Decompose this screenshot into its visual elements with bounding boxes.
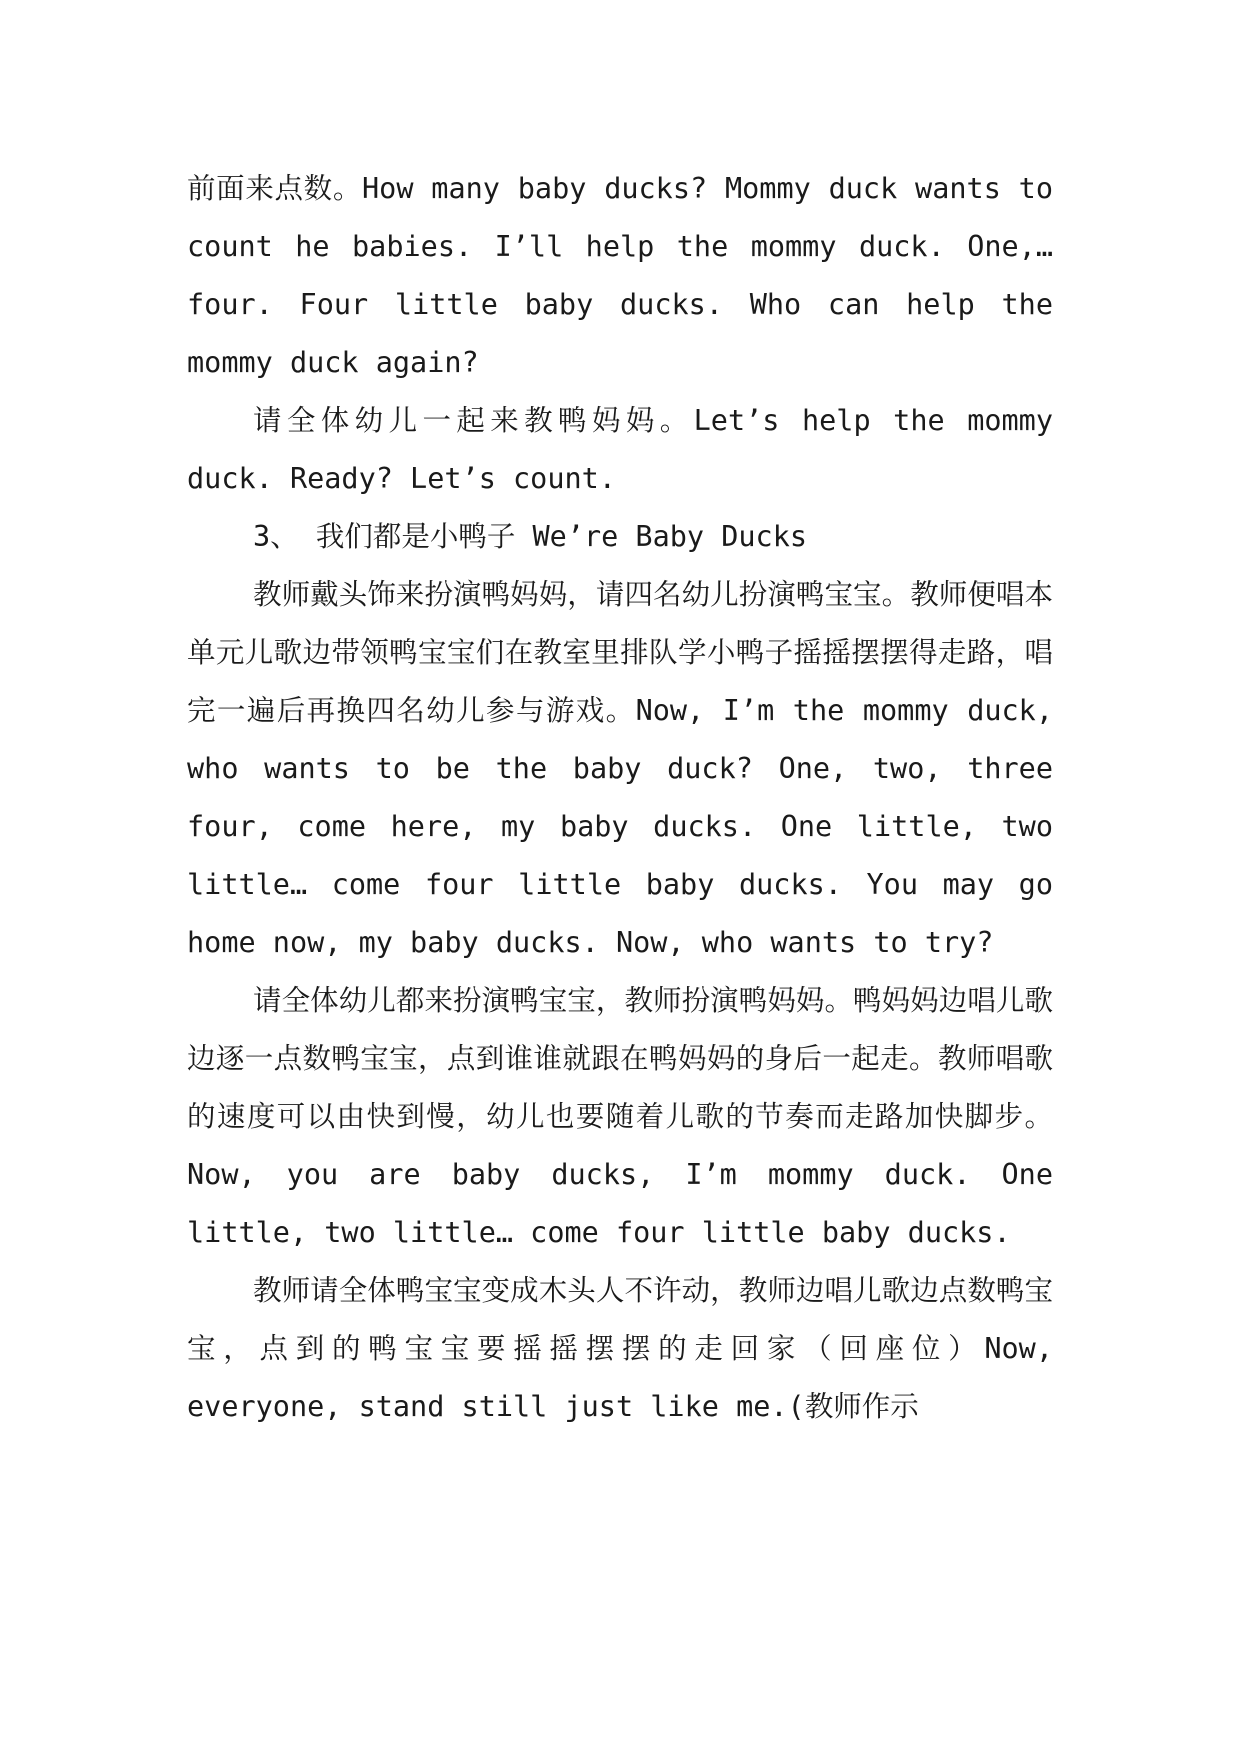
- document-body: [187, 160, 1053, 1436]
- paragraph-teacher-role-play: 教师戴头饰来扮演鸭妈妈，请四名幼儿扮演鸭宝宝。教师便唱本单元儿歌边带领鸭宝宝们在教室里排队学小鸭子摇摇摆摆得走路，唱完一遍后再换四名幼儿参与游戏。Now, I’m the mommy duck, who wants to be the baby duck? One, two, three four, come here, my baby ducks. One little, two little… come four little baby ducks. You may go home now, my baby ducks. Now, who wants to try?: [187, 578, 1053, 959]
- paragraph-all-children-play: 请全体幼儿都来扮演鸭宝宝，教师扮演鸭妈妈。鸭妈妈边唱儿歌边逐一点数鸭宝宝，点到谁谁就跟在鸭妈妈的身后一起走。教师唱歌的速度可以由快到慢，幼儿也要随着儿歌的节奏而走路加快脚步。Now, you are baby ducks, I’m mommy duck. One little, two little… come four little baby ducks.: [187, 984, 1053, 1249]
- paragraph-count-ducks: 前面来点数。How many baby ducks? Mommy duck wants to count he babies. I’ll help the mommy duck. One,… four. Four little baby ducks. Who can help the mommy duck again?: [187, 172, 1053, 379]
- paragraph-stand-still-game: 教师请全体鸭宝宝变成木头人不许动，教师边唱儿歌边点数鸭宝宝，点到的鸭宝宝要摇摇摆摆的走回家（回座位）Now, everyone, stand still just like me.(教师作示: [187, 1274, 1053, 1423]
- section-heading-baby-ducks: 3、 我们都是小鸭子 We’re Baby Ducks: [253, 520, 808, 553]
- paragraph-help-mommy-duck: 请全体幼儿一起来教鸭妈妈。Let’s help the mommy duck. Ready? Let’s count.: [187, 404, 1053, 495]
